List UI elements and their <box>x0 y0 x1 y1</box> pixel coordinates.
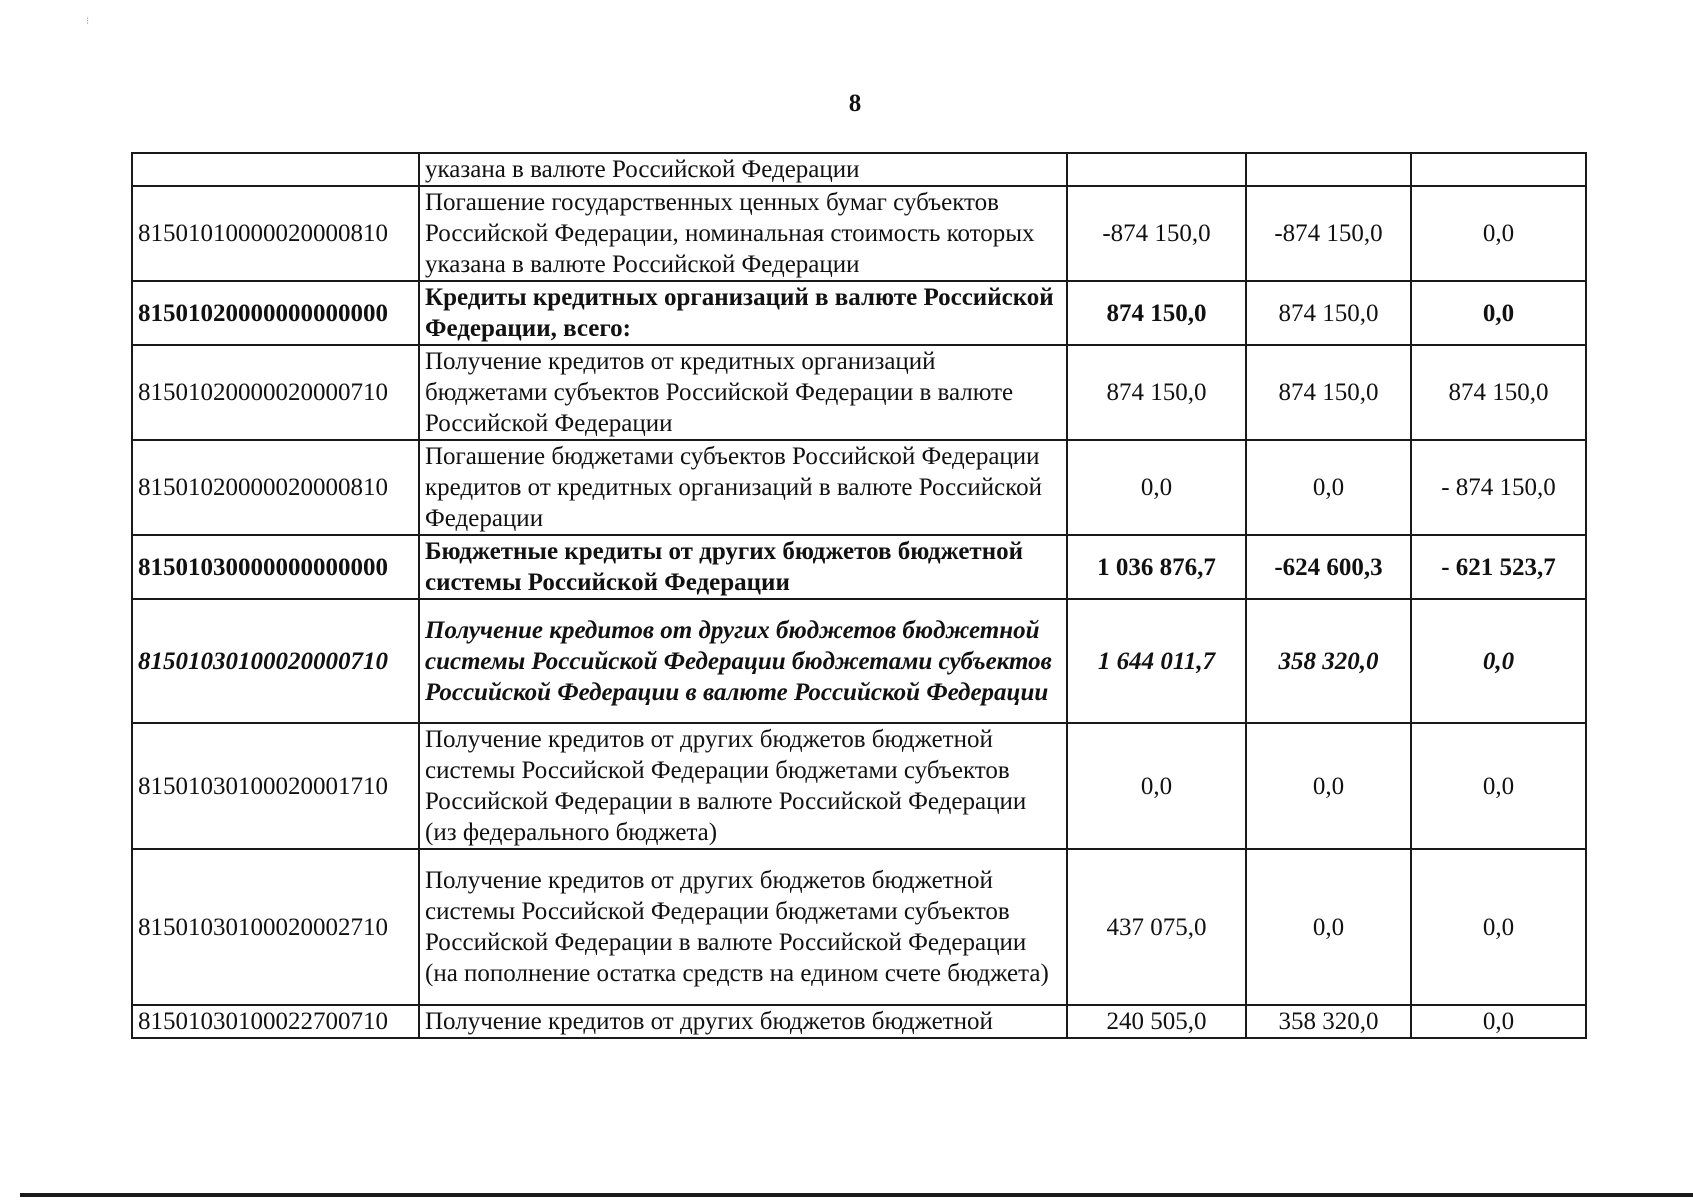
row-value-1: 874 150,0 <box>1067 281 1246 345</box>
row-value-2 <box>1246 153 1411 186</box>
table-row <box>132 153 1586 186</box>
row-value-1: 0,0 <box>1067 440 1246 535</box>
row-description: указана в валюте Российской Федерации <box>419 153 1067 186</box>
row-value-3 <box>1411 153 1586 186</box>
table-row <box>132 345 1586 440</box>
scan-artifact: ⁝ <box>86 16 90 27</box>
row-value-2: 358 320,0 <box>1246 599 1411 723</box>
row-code: 81501020000020000810 <box>132 440 419 535</box>
row-value-2: 0,0 <box>1246 440 1411 535</box>
table-row <box>132 849 1586 1005</box>
table-row <box>132 440 1586 535</box>
row-value-1 <box>1067 153 1246 186</box>
row-description: Получение кредитов от других бюджетов бюджетной системы Российской Федерации бюджетами субъектов Российской Федерации в валюте Российской Федерации <box>419 599 1067 723</box>
row-value-3: 0,0 <box>1411 186 1586 281</box>
row-value-2: 0,0 <box>1246 849 1411 1005</box>
row-code: 81501020000020000710 <box>132 345 419 440</box>
row-value-1: -874 150,0 <box>1067 186 1246 281</box>
table-row <box>132 535 1586 599</box>
row-code: 81501030100020002710 <box>132 849 419 1005</box>
row-value-3: 874 150,0 <box>1411 345 1586 440</box>
row-value-3: 0,0 <box>1411 723 1586 849</box>
row-description: Получение кредитов от других бюджетов бюджетной системы Российской Федерации бюджетами субъектов Российской Федерации в валюте Российской Федерации (из федерального бюджета) <box>419 723 1067 849</box>
row-description: Получение кредитов от других бюджетов бюджетной <box>419 1005 1067 1038</box>
row-code: 81501030100022700710 <box>132 1005 419 1038</box>
row-value-2: -874 150,0 <box>1246 186 1411 281</box>
table-row <box>132 186 1586 281</box>
row-description: Бюджетные кредиты от других бюджетов бюджетной системы Российской Федерации <box>419 535 1067 599</box>
row-code: 81501010000020000810 <box>132 186 419 281</box>
table-row <box>132 281 1586 345</box>
row-code: 81501030100020001710 <box>132 723 419 849</box>
row-value-3: 0,0 <box>1411 281 1586 345</box>
page-bottom-rule <box>20 1193 1693 1197</box>
row-value-2: 358 320,0 <box>1246 1005 1411 1038</box>
row-value-3: - 621 523,7 <box>1411 535 1586 599</box>
row-value-2: 0,0 <box>1246 723 1411 849</box>
row-code: 81501030000000000000 <box>132 535 419 599</box>
row-description: Кредиты кредитных организаций в валюте Российской Федерации, всего: <box>419 281 1067 345</box>
table-row <box>132 599 1586 723</box>
row-code: 81501020000000000000 <box>132 281 419 345</box>
row-description: Погашение бюджетами субъектов Российской Федерации кредитов от кредитных организаций в валюте Российской Федерации <box>419 440 1067 535</box>
page-number: 8 <box>848 90 862 117</box>
row-description: Получение кредитов от кредитных организаций бюджетами субъектов Российской Федерации в валюте Российской Федерации <box>419 345 1067 440</box>
row-value-3: 0,0 <box>1411 849 1586 1005</box>
row-value-1: 1 036 876,7 <box>1067 535 1246 599</box>
budget-sources-table <box>131 152 1587 1039</box>
row-description: Получение кредитов от других бюджетов бюджетной системы Российской Федерации бюджетами субъектов Российской Федерации в валюте Российской Федерации (на пополнение остатка средств на едином счете бюджета) <box>419 849 1067 1005</box>
row-value-2: 874 150,0 <box>1246 345 1411 440</box>
row-value-3: 0,0 <box>1411 1005 1586 1038</box>
table-row <box>132 1005 1586 1038</box>
row-value-1: 240 505,0 <box>1067 1005 1246 1038</box>
row-value-3: - 874 150,0 <box>1411 440 1586 535</box>
row-code <box>132 153 419 186</box>
row-description: Погашение государственных ценных бумаг субъектов Российской Федерации, номинальная стоимость которых указана в валюте Российской Федерации <box>419 186 1067 281</box>
row-value-3: 0,0 <box>1411 599 1586 723</box>
row-value-1: 874 150,0 <box>1067 345 1246 440</box>
row-value-2: 874 150,0 <box>1246 281 1411 345</box>
row-value-2: -624 600,3 <box>1246 535 1411 599</box>
row-code: 81501030100020000710 <box>132 599 419 723</box>
row-value-1: 0,0 <box>1067 723 1246 849</box>
table-row <box>132 723 1586 849</box>
row-value-1: 437 075,0 <box>1067 849 1246 1005</box>
row-value-1: 1 644 011,7 <box>1067 599 1246 723</box>
